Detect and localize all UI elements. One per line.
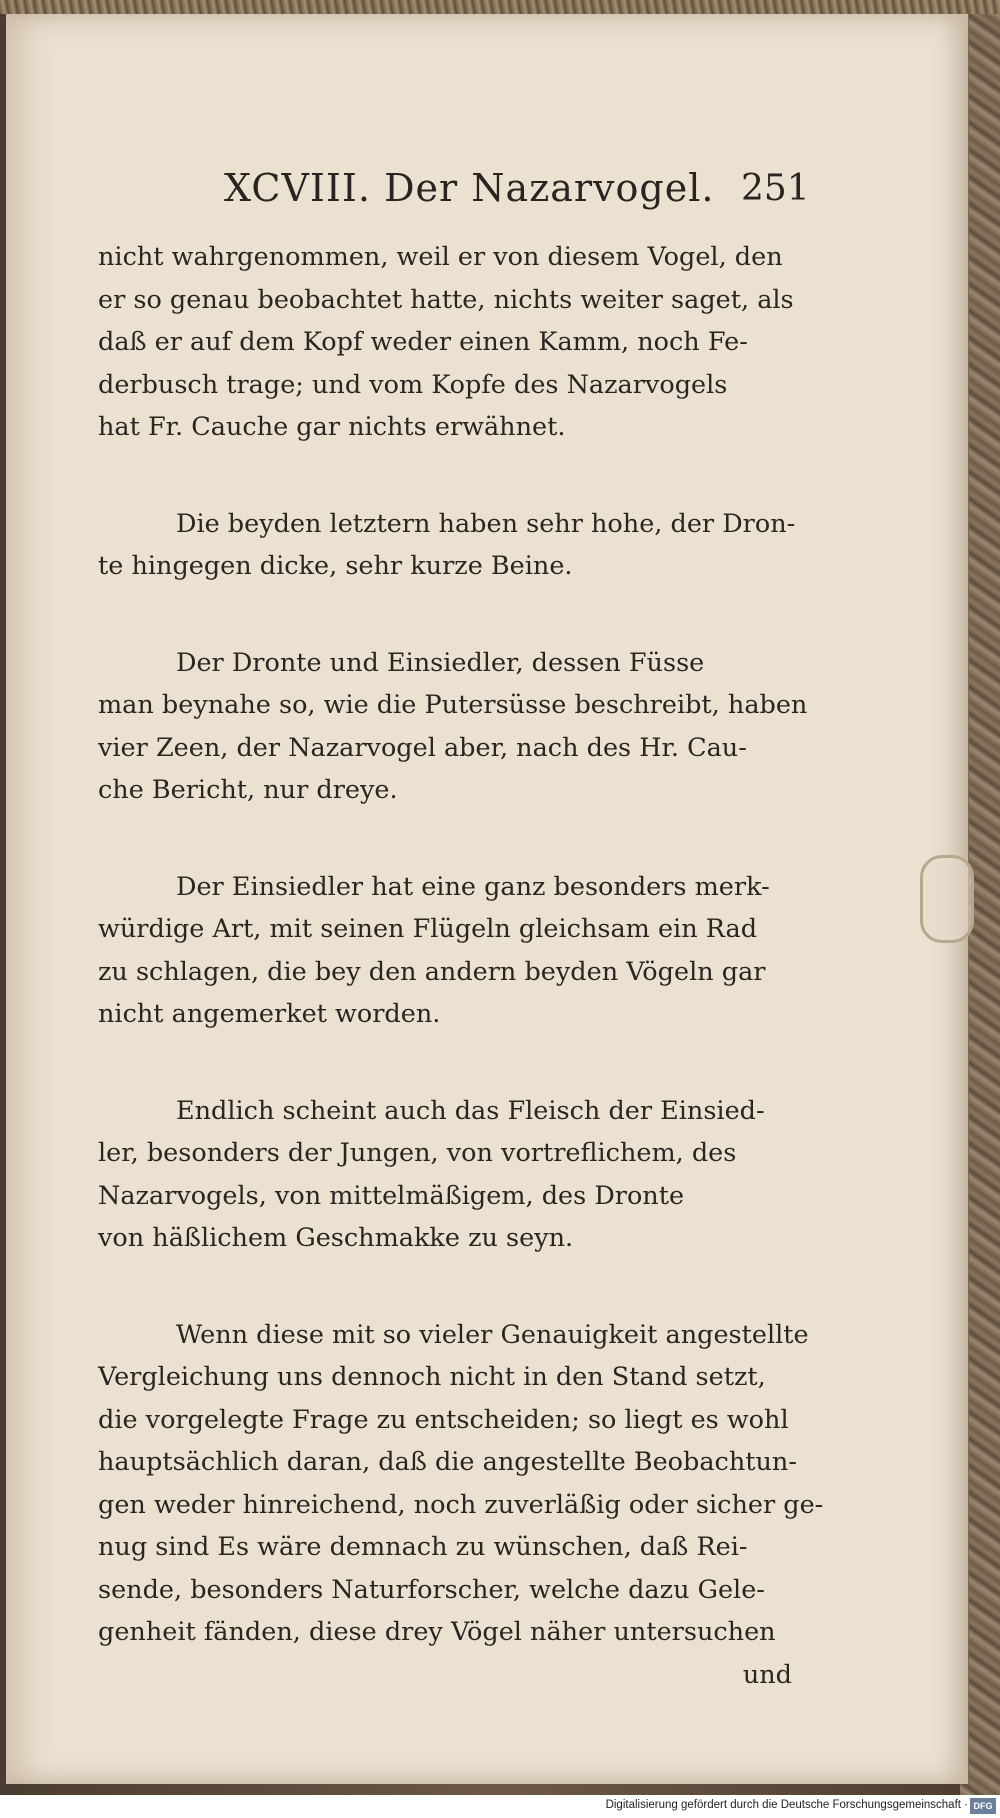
paragraph-gap <box>98 1036 798 1090</box>
text-line: sende, besonders Naturforscher, welche dazu Gele- <box>98 1574 765 1605</box>
text-line: genheit fänden, diese drey Vögel näher untersuchen <box>98 1617 776 1647</box>
text-line: te hingegen dicke, sehr kurze Beine. <box>98 551 573 581</box>
paragraph-4 <box>98 866 798 1036</box>
footer-bar <box>0 1795 1000 1818</box>
paragraph-gap <box>98 1260 798 1314</box>
paragraph-6 <box>98 1314 824 1697</box>
text-line: derbusch trage; und vom Kopfe des Nazarvogels <box>98 369 728 400</box>
text-line: ler, besonders der Jungen, von vortreflichem, des <box>98 1138 737 1168</box>
paragraph-3 <box>98 642 808 812</box>
text-line: man beynahe so, wie die Putersüsse beschreibt, haben <box>98 690 808 720</box>
text-line: Wenn diese mit so vieler Genauigkeit angestellte <box>176 1319 809 1350</box>
text-line: nicht wahrgenommen, weil er von diesem Vogel, den <box>98 242 783 272</box>
text-line: gen weder hinreichend, noch zuverläßig oder sicher ge- <box>98 1489 824 1520</box>
paragraph-gap <box>98 588 798 642</box>
text-line: Der Einsiedler hat eine ganz besonders merk- <box>176 871 770 902</box>
text-line: von häßlichem Geschmakke zu seyn. <box>98 1223 574 1253</box>
text-line: er so genau beobachtet hatte, nichts weiter saget, als <box>98 284 794 315</box>
page-body <box>98 236 824 1696</box>
text-line: Nazarvogels, von mittelmäßigem, des Dronte <box>98 1180 685 1211</box>
paragraph-gap <box>98 812 798 866</box>
text-line: Der Dronte und Einsiedler, dessen Füsse <box>176 647 705 678</box>
text-line: würdige Art, mit seinen Flügeln gleichsam ein Rad <box>98 914 758 944</box>
paragraph-gap <box>98 449 798 503</box>
digitization-credit: Digitalisierung gefördert durch die Deutsche Forschungsgemeinschaft · <box>605 1799 968 1811</box>
paragraph-5 <box>98 1090 798 1260</box>
marbled-cover-top <box>0 0 1000 14</box>
catchword: und <box>742 1659 792 1690</box>
text-line: Endlich scheint auch das Fleisch der Einsied- <box>176 1095 765 1126</box>
text-line: che Bericht, nur dreye. <box>98 775 398 805</box>
text-line: hauptsächlich daran, daß die angestellte Beobachtun- <box>98 1447 797 1477</box>
text-line: hat Fr. Cauche gar nichts erwähnet. <box>98 412 566 442</box>
text-line: zu schlagen, die bey den andern beyden Vögeln gar <box>98 956 766 987</box>
book-page <box>6 14 968 1784</box>
page-clip <box>920 855 974 943</box>
text-line: nug sind Es wäre demnach zu wünschen, daß Rei- <box>98 1532 748 1562</box>
text-line: die vorgelegte Frage zu entscheiden; so liegt es wohl <box>98 1404 789 1435</box>
text-line: Die beyden letztern haben sehr hohe, der Dron- <box>176 508 796 539</box>
dfg-logo-icon: DFG <box>970 1798 996 1814</box>
text-line: nicht angemerket worden. <box>98 999 441 1029</box>
text-line: vier Zeen, der Nazarvogel aber, nach des Hr. Cau- <box>98 732 747 763</box>
running-header <box>6 166 964 222</box>
page-number: 251 <box>741 168 810 209</box>
page-title: XCVIII. Der Nazarvogel. <box>224 166 715 210</box>
paragraph-2 <box>98 503 798 588</box>
paragraph-1 <box>98 236 798 449</box>
text-line: Vergleichung uns dennoch nicht in den Stand setzt, <box>98 1362 766 1392</box>
text-line: daß er auf dem Kopf weder einen Kamm, noch Fe- <box>98 327 748 357</box>
